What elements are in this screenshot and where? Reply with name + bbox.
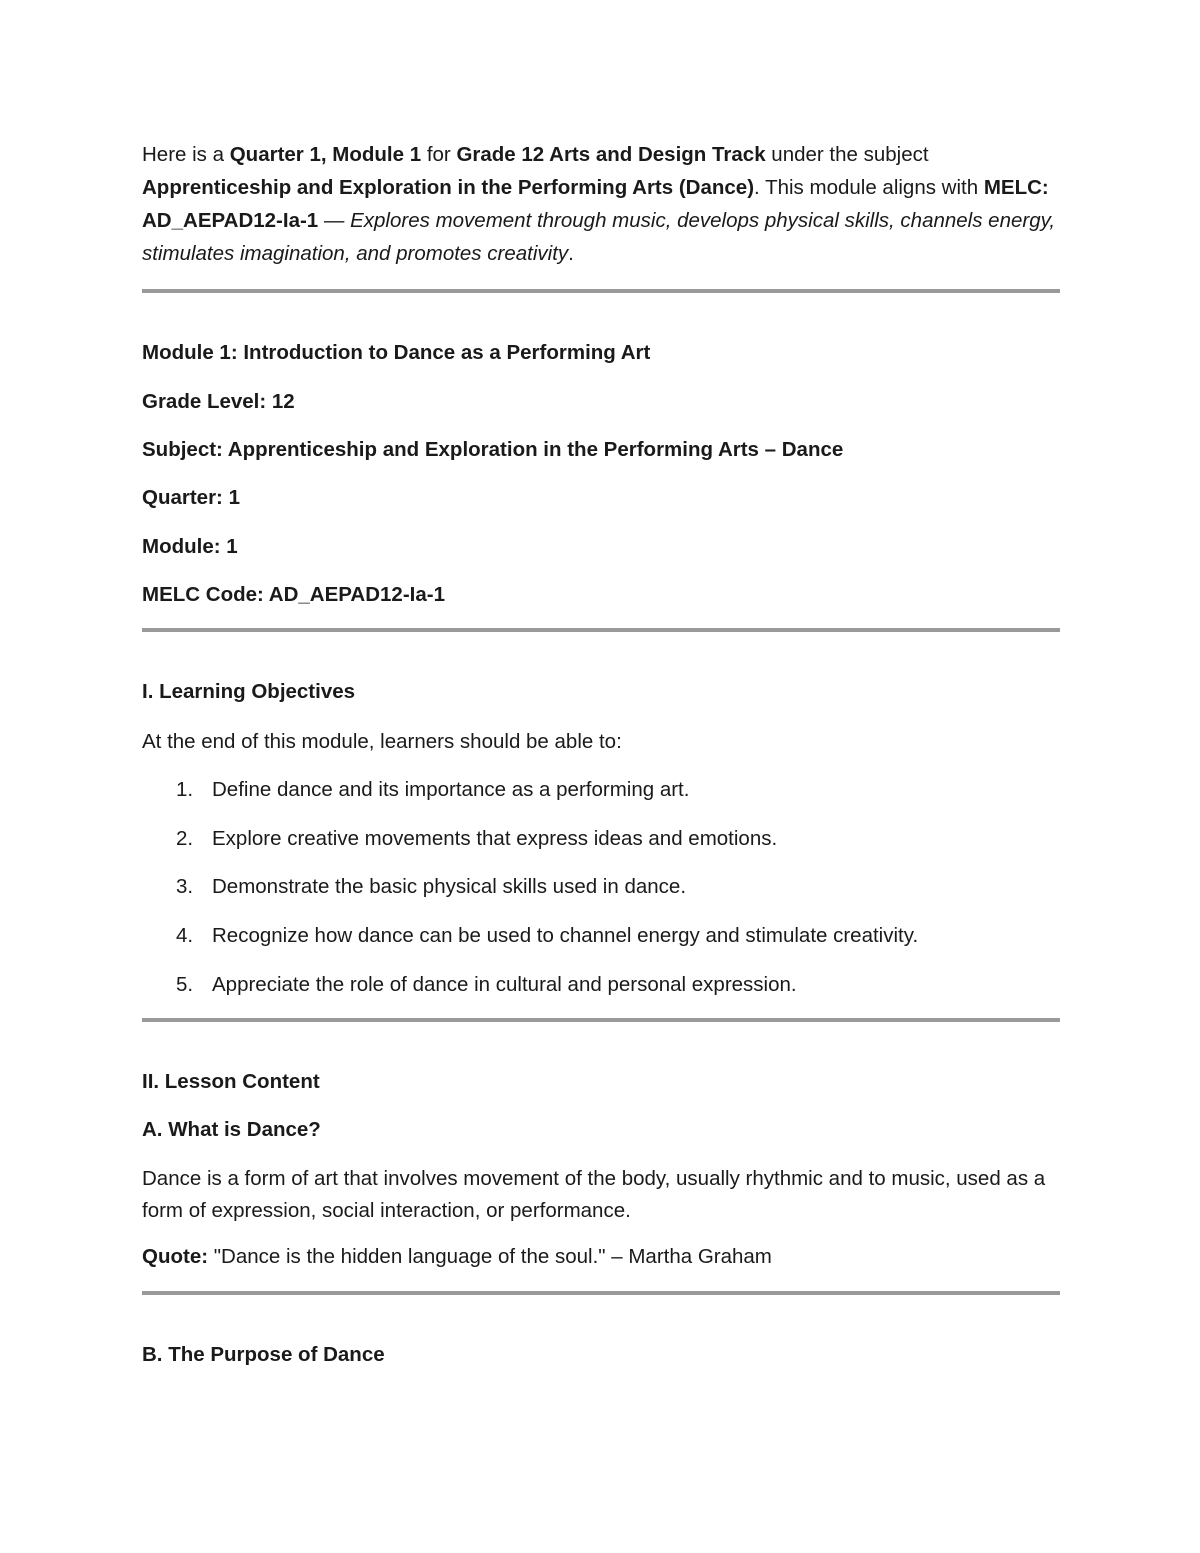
document-page xyxy=(142,138,1060,1370)
list-item: 3. Demonstrate the basic physical skills used in dance. xyxy=(176,875,687,898)
intro-paragraph: Here is a Quarter 1, Module 1 for Grade 12 Arts and Design Track under the subject Apprenticeship and Exploration in the Performing Arts (Dance). This module aligns with MELC: AD_AEPAD12-Ia-1 — Explores movement through music, develops physical skills, channels energy, stimulates imagination, and promotes creativity. xyxy=(142,143,1056,265)
list-item: 5. Appreciate the role of dance in cultural and personal expression. xyxy=(176,973,797,996)
horizontal-rule xyxy=(142,289,1060,293)
module-line: Module: 1 xyxy=(142,535,238,558)
dance-definition: Dance is a form of art that involves movement of the body, usually rhythmic and to music, used as a form of expression, social interaction, or performance. xyxy=(142,1167,1046,1222)
list-item: 2. Explore creative movements that express ideas and emotions. xyxy=(176,827,778,850)
horizontal-rule xyxy=(142,628,1060,632)
objectives-list xyxy=(142,775,1060,1000)
list-item: 4. Recognize how dance can be used to channel energy and stimulate creativity. xyxy=(176,924,919,947)
horizontal-rule xyxy=(142,1291,1060,1295)
subheading-what-is-dance: A. What is Dance? xyxy=(142,1118,321,1141)
objectives-lead: At the end of this module, learners should be able to: xyxy=(142,730,622,753)
quarter-line: Quarter: 1 xyxy=(142,486,240,509)
subheading-purpose-of-dance: B. The Purpose of Dance xyxy=(142,1343,385,1366)
objectives-heading: I. Learning Objectives xyxy=(142,680,356,703)
grade-level: Grade Level: 12 xyxy=(142,390,295,413)
module-title: Module 1: Introduction to Dance as a Performing Art xyxy=(142,341,651,364)
subject-line: Subject: Apprenticeship and Exploration in the Performing Arts – Dance xyxy=(142,438,844,461)
lesson-heading: II. Lesson Content xyxy=(142,1070,320,1093)
quote-line: Quote: "Dance is the hidden language of the soul." – Martha Graham xyxy=(142,1245,772,1268)
horizontal-rule xyxy=(142,1018,1060,1022)
melc-code: MELC Code: AD_AEPAD12-Ia-1 xyxy=(142,583,445,606)
list-item: 1. Define dance and its importance as a performing art. xyxy=(176,778,690,801)
